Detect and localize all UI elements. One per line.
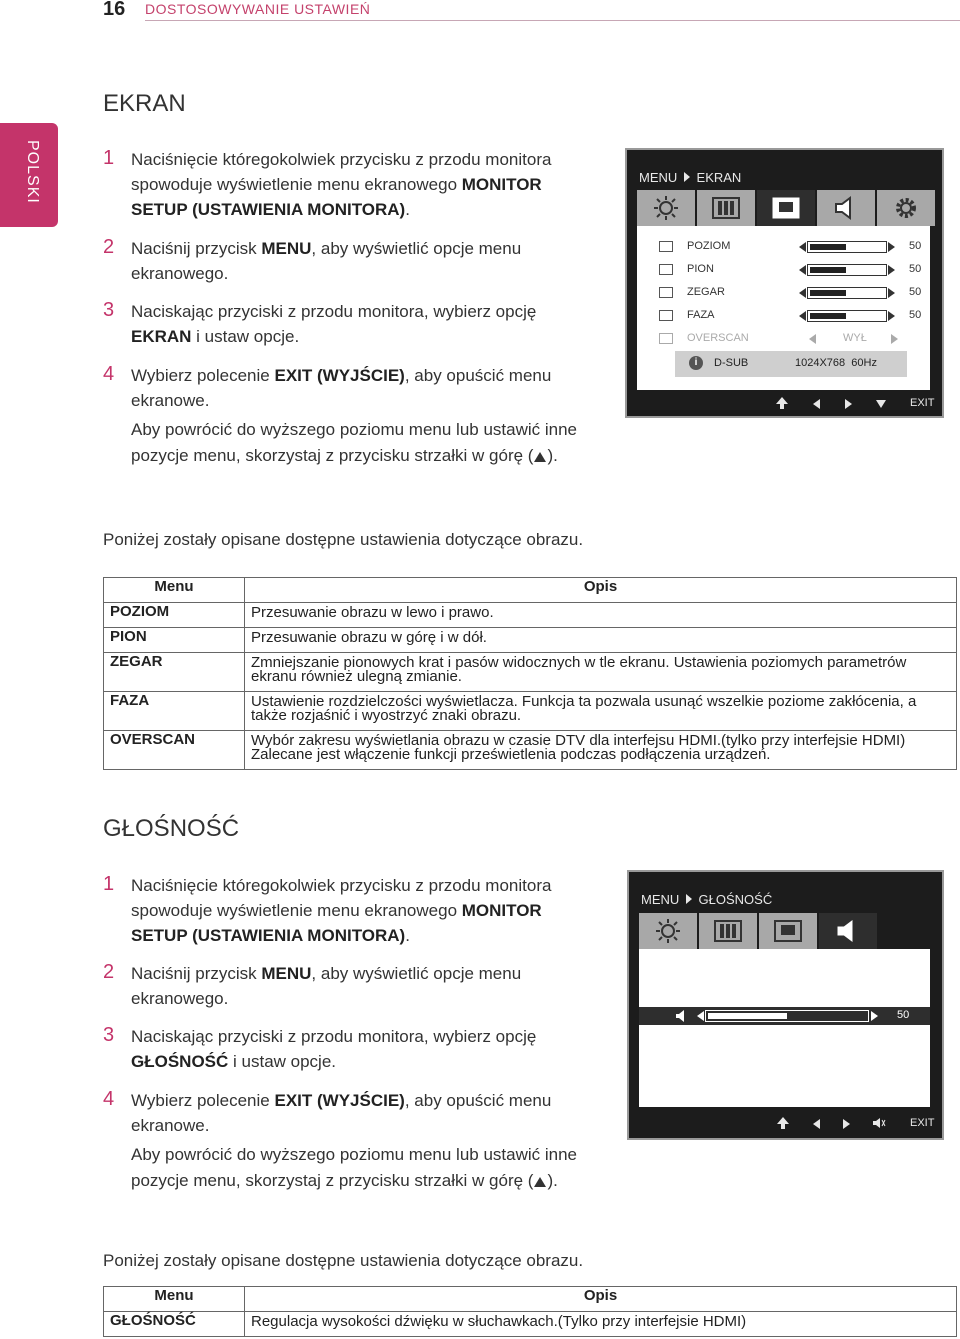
cell-desc: Przesuwanie obrazu w lewo i prawo.: [245, 603, 957, 628]
osd-resolution: 1024X768 60Hz: [795, 357, 877, 369]
page-number: 16: [103, 0, 126, 20]
osd-volume-row[interactable]: [639, 1007, 930, 1025]
tab-picture[interactable]: [697, 190, 755, 226]
slider-fill: [708, 1013, 787, 1019]
overscan-icon: [659, 333, 673, 344]
osd-row-value: WYŁ: [843, 332, 867, 344]
up-arrow-icon: [534, 1177, 546, 1187]
cell-menu: FAZA: [104, 692, 245, 731]
osd-input-label: D-SUB: [714, 357, 749, 369]
tab-brightness[interactable]: [637, 190, 695, 226]
osd-row-value: 50: [909, 240, 922, 252]
ekran-table: [103, 577, 957, 770]
return-note: Aby powrócić do wyższego poziomu menu lub ustawić inne pozycje menu, skorzystaj z przycisku strzałki w górę (: [131, 1145, 578, 1190]
col-menu: Menu: [104, 1287, 245, 1312]
sun-icon: [653, 195, 679, 221]
slider-bar[interactable]: [807, 241, 887, 253]
ekran-heading: EKRAN: [103, 90, 186, 117]
osd-ekran-body: [637, 226, 930, 390]
osd-menu-label: MENU: [641, 892, 680, 907]
osd-row-label: OVERSCAN: [687, 332, 749, 344]
osd-glosnosc: [627, 870, 944, 1140]
step-bold: MENU: [261, 964, 312, 983]
cell-menu: GŁOŚNOŚĆ: [104, 1312, 245, 1337]
speaker-icon: [833, 196, 859, 220]
osd-glosnosc-body: [639, 949, 930, 1107]
step-text-end: , aby wyświetlić opcje menu ekranowego.: [131, 964, 522, 1008]
osd-breadcrumb: [641, 892, 772, 907]
table-row: [104, 692, 957, 731]
step-bold: MENU: [261, 239, 312, 258]
table-header: [104, 578, 957, 603]
osd-page-label: GŁOŚNOŚĆ: [698, 892, 773, 907]
vertical-position-icon: [659, 264, 673, 275]
step-bold: EKRAN: [131, 327, 192, 346]
step-number: 1: [103, 147, 115, 169]
osd-tabs: [639, 913, 877, 949]
step-text: Naciskając przyciski z przodu monitora, wybierz opcję: [131, 1027, 537, 1046]
tab-volume[interactable]: [817, 190, 875, 226]
return-note: Aby powrócić do wyższego poziomu menu lub ustawić inne pozycje menu, skorzystaj z przycisku strzałki w górę (: [131, 420, 578, 465]
glosnosc-heading: GŁOŚNOŚĆ: [103, 815, 240, 842]
cell-desc: Wybór zakresu wyświetlania obrazu w czasie DTV dla interfejsu HDMI.(tylko przy interfejsie HDMI) Zalecane jest włączenie funkcji prześwietlenia podczas podłączenia urządzeń.: [245, 731, 957, 770]
screen-icon: [774, 920, 802, 942]
slider-fill: [810, 313, 846, 319]
table-row: [104, 731, 957, 770]
step-text: Wybierz polecenie: [131, 1091, 275, 1110]
chevron-right-icon: [686, 894, 692, 904]
arrow-right-icon[interactable]: [871, 1011, 878, 1021]
step-bold: GŁOŚNOŚĆ: [131, 1052, 229, 1071]
phase-icon: [659, 310, 673, 321]
up-arrow-icon: [534, 452, 546, 462]
language-tab: [0, 123, 58, 227]
glosnosc-step-4: [103, 1088, 593, 1194]
step-text-end: .: [405, 200, 410, 219]
horizontal-position-icon: [659, 241, 673, 252]
glosnosc-intro: Poniżej zostały opisane dostępne ustawienia dotyczące obrazu.: [103, 1251, 584, 1270]
step-bold: EXIT (WYJŚCIE): [274, 1091, 405, 1110]
arrow-right-icon: [891, 334, 898, 344]
gear-icon: [893, 195, 919, 221]
tab-ekran[interactable]: [757, 190, 815, 226]
section-title: DOSTOSOWYWANIE USTAWIEŃ: [145, 1, 371, 17]
glosnosc-step-3: [103, 1024, 593, 1074]
tab-ekran[interactable]: [759, 913, 817, 949]
step-number: 3: [103, 299, 115, 321]
col-menu: Menu: [104, 578, 245, 603]
osd-tabs: [637, 190, 935, 226]
screen-icon: [772, 197, 800, 219]
osd-row-label: ZEGAR: [687, 286, 725, 298]
glosnosc-step-2: [103, 961, 593, 1011]
osd-row-value: 50: [909, 263, 922, 275]
glosnosc-table: [103, 1286, 957, 1337]
picture-icon: [712, 197, 740, 219]
arrow-right-icon[interactable]: [888, 265, 895, 275]
osd-navbar: [627, 392, 942, 416]
step-text: Wybierz polecenie: [131, 366, 275, 385]
step-text-end: , aby opuścić menu ekranowe.: [131, 1091, 552, 1135]
step-text: Naciśnij przycisk: [131, 964, 262, 983]
table-header: [104, 1287, 957, 1312]
col-desc: Opis: [245, 578, 957, 603]
return-note-end: ).: [547, 1171, 558, 1190]
step-number: 1: [103, 873, 115, 895]
osd-ekran: [625, 148, 944, 418]
cell-menu: POZIOM: [104, 603, 245, 628]
ekran-step-1: [103, 147, 593, 222]
step-text-end: , aby opuścić menu ekranowe.: [131, 366, 552, 410]
osd-breadcrumb: [639, 170, 741, 185]
step-number: 2: [103, 236, 115, 258]
osd-navbar: [629, 1112, 942, 1136]
table-row: [104, 1312, 957, 1337]
arrow-left-icon[interactable]: [799, 265, 806, 275]
step-text: Naciśnięcie któregokolwiek przycisku z przodu monitora spowoduje wyświetlenie menu ekranowego: [131, 150, 552, 194]
tab-brightness[interactable]: [639, 913, 697, 949]
arrow-right-icon[interactable]: [843, 1119, 850, 1129]
slider-bar[interactable]: [807, 264, 887, 276]
sun-icon: [655, 918, 681, 944]
table-row: [104, 603, 957, 628]
arrow-left-icon[interactable]: [697, 1011, 704, 1021]
step-text: Naciśnij przycisk: [131, 239, 262, 258]
header-divider: [145, 20, 960, 21]
slider-fill: [810, 267, 846, 273]
slider-bar[interactable]: [705, 1010, 869, 1022]
info-icon: i: [689, 356, 703, 370]
ekran-step-2: [103, 236, 593, 286]
ekran-intro: Poniżej zostały opisane dostępne ustawienia dotyczące obrazu.: [103, 530, 584, 549]
picture-icon: [714, 920, 742, 942]
osd-row-value: 50: [909, 309, 922, 321]
step-bold: MONITOR SETUP (USTAWIENIA MONITORA): [131, 175, 542, 219]
arrow-left-icon[interactable]: [799, 288, 806, 298]
language-tab-label: POLSKI: [24, 140, 41, 204]
osd-row-value: 50: [909, 286, 922, 298]
step-bold: MONITOR SETUP (USTAWIENIA MONITORA): [131, 901, 542, 945]
osd-exit-button[interactable]: EXIT: [910, 397, 935, 409]
arrow-right-icon[interactable]: [888, 288, 895, 298]
cell-desc: Zmniejszanie pionowych krat i pasów widocznych w tle ekranu. Ustawienia poziomych parametrów ekranu również ulegną zmianie.: [245, 653, 957, 692]
arrow-right-icon[interactable]: [845, 399, 852, 409]
ekran-step-3: [103, 299, 593, 349]
tab-volume[interactable]: [819, 913, 877, 949]
table-row: [104, 628, 957, 653]
arrow-left-icon: [809, 334, 816, 344]
glosnosc-step-1: [103, 873, 593, 948]
ekran-step-4: [103, 363, 593, 469]
osd-row-overscan: [659, 330, 919, 348]
tab-picture[interactable]: [699, 913, 757, 949]
step-number: 3: [103, 1024, 115, 1046]
speaker-icon: [675, 1010, 687, 1022]
osd-input-info: [675, 351, 907, 377]
arrow-right-icon[interactable]: [888, 242, 895, 252]
chevron-right-icon: [684, 172, 690, 182]
arrow-left-icon[interactable]: [799, 242, 806, 252]
osd-row-label: PION: [687, 263, 714, 275]
cell-menu: ZEGAR: [104, 653, 245, 692]
cell-menu: PION: [104, 628, 245, 653]
osd-row-label: POZIOM: [687, 240, 731, 252]
slider-fill: [810, 290, 846, 296]
step-text-end: .: [405, 926, 410, 945]
osd-page-label: EKRAN: [696, 170, 742, 185]
osd-row-label: FAZA: [687, 309, 715, 321]
step-bold: EXIT (WYJŚCIE): [274, 366, 405, 385]
step-number: 2: [103, 961, 115, 983]
step-text: Naciśnięcie któregokolwiek przycisku z przodu monitora spowoduje wyświetlenie menu ekranowego: [131, 876, 552, 920]
slider-fill: [810, 244, 846, 250]
slider-bar[interactable]: [807, 287, 887, 299]
mute-icon[interactable]: [872, 1117, 886, 1129]
up-return-icon[interactable]: [776, 1116, 790, 1130]
cell-desc: Regulacja wysokości dźwięku w słuchawkach.(Tylko przy interfejsie HDMI): [245, 1312, 957, 1337]
speaker-icon: [835, 919, 861, 943]
arrow-down-icon[interactable]: [876, 400, 886, 408]
step-number: 4: [103, 363, 115, 385]
arrow-left-icon[interactable]: [813, 1119, 820, 1129]
cell-desc: Przesuwanie obrazu w górę i w dół.: [245, 628, 957, 653]
step-text-end: i ustaw opcje.: [228, 1052, 337, 1071]
arrow-right-icon[interactable]: [888, 311, 895, 321]
cell-desc: Ustawienie rozdzielczości wyświetlacza. Funkcja ta pozwala usunąć wszelkie poziome zakłócenia, a także rozjaśnić i wyostrzyć znaki obrazu.: [245, 692, 957, 731]
arrow-left-icon[interactable]: [799, 311, 806, 321]
osd-volume-value: 50: [897, 1009, 910, 1021]
arrow-left-icon[interactable]: [813, 399, 820, 409]
step-text: Naciskając przyciski z przodu monitora, wybierz opcję: [131, 302, 537, 321]
col-desc: Opis: [245, 1287, 957, 1312]
step-text-end: i ustaw opcje.: [191, 327, 300, 346]
step-text-end: , aby wyświetlić opcje menu ekranowego.: [131, 239, 522, 283]
up-return-icon[interactable]: [775, 396, 789, 410]
osd-exit-button[interactable]: EXIT: [910, 1117, 935, 1129]
clock-icon: [659, 287, 673, 298]
return-note-end: ).: [547, 446, 558, 465]
tab-settings[interactable]: [877, 190, 935, 226]
osd-menu-label: MENU: [639, 170, 678, 185]
cell-menu: OVERSCAN: [104, 731, 245, 770]
table-row: [104, 653, 957, 692]
step-number: 4: [103, 1088, 115, 1110]
slider-bar[interactable]: [807, 310, 887, 322]
